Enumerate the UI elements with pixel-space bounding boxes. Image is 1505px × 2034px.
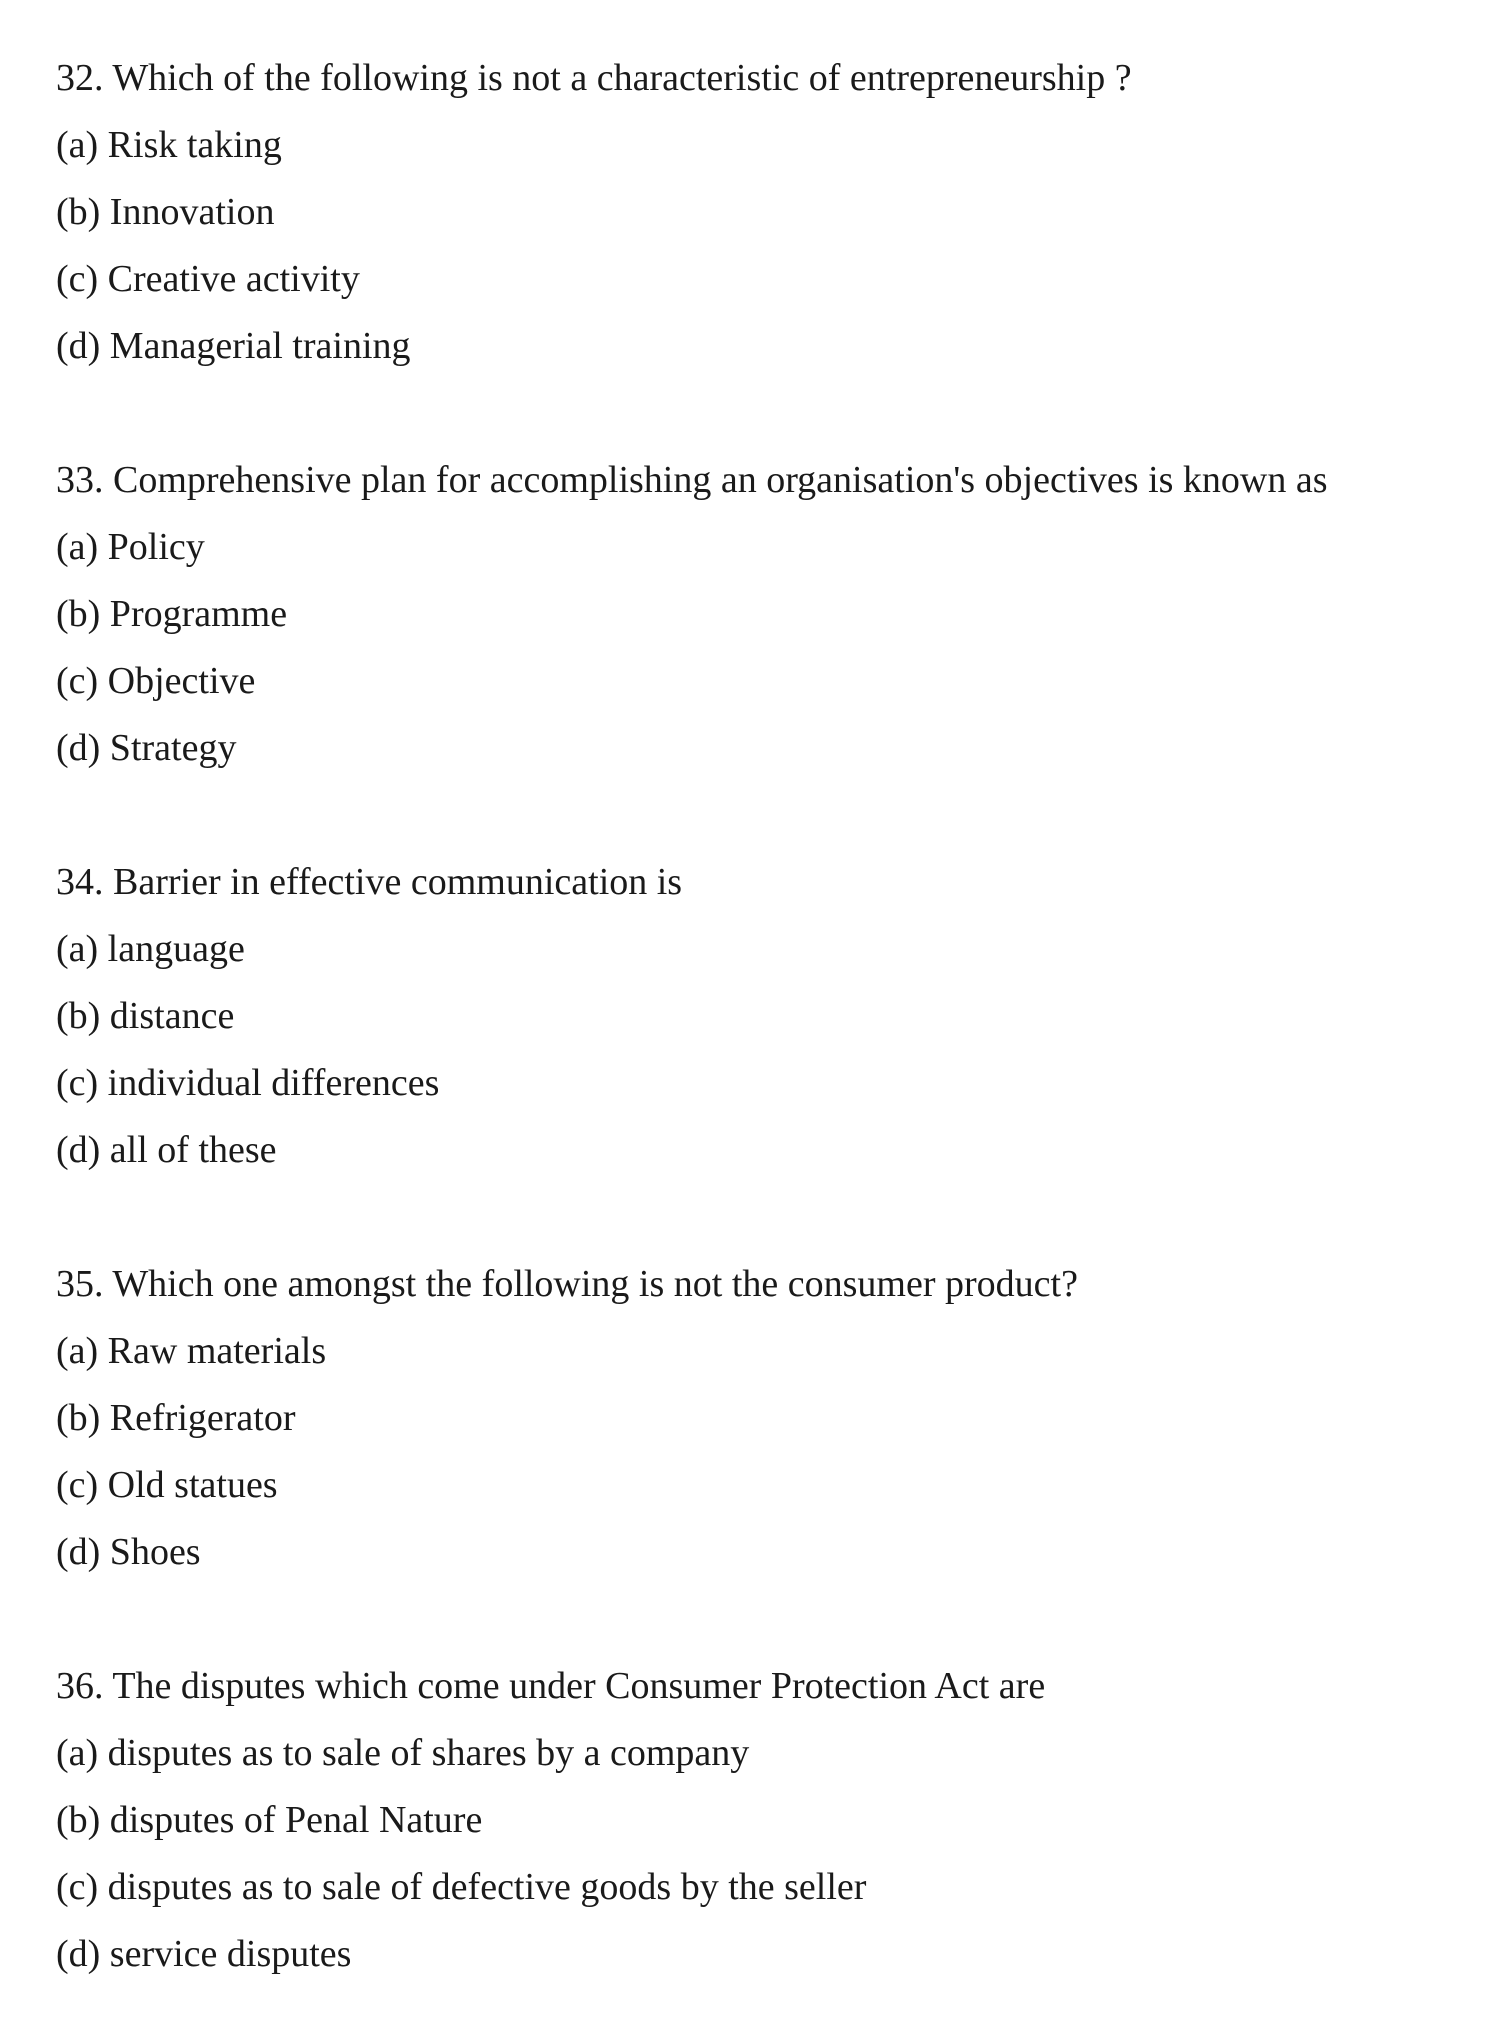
option-d: (d) all of these <box>56 1129 277 1171</box>
option-a: (a) language <box>56 928 245 970</box>
question-36 <box>56 1653 1476 1988</box>
question-text: 33. Comprehensive plan for accomplishing an organisation's objectives is known as <box>56 459 1328 501</box>
option-d: (d) Strategy <box>56 727 237 769</box>
option-d: (d) service disputes <box>56 1933 352 1975</box>
option-d: (d) Shoes <box>56 1531 201 1573</box>
option-c: (c) Creative activity <box>56 258 360 300</box>
option-b: (b) Refrigerator <box>56 1397 296 1439</box>
option-c: (c) individual differences <box>56 1062 440 1104</box>
question-35 <box>56 1251 1476 1586</box>
question-text: 34. Barrier in effective communication is <box>56 861 683 903</box>
option-c: (c) Old statues <box>56 1464 278 1506</box>
question-text: 32. Which of the following is not a characteristic of entrepreneurship ? <box>56 57 1132 99</box>
question-33 <box>56 447 1476 782</box>
question-32 <box>56 45 1476 380</box>
option-a: (a) Policy <box>56 526 205 568</box>
option-b: (b) distance <box>56 995 235 1037</box>
option-b: (b) Innovation <box>56 191 275 233</box>
question-text: 36. The disputes which come under Consumer Protection Act are <box>56 1665 1046 1707</box>
option-c: (c) Objective <box>56 660 256 702</box>
option-a: (a) disputes as to sale of shares by a company <box>56 1732 750 1774</box>
question-34 <box>56 849 1476 1184</box>
option-a: (a) Raw materials <box>56 1330 327 1372</box>
option-c: (c) disputes as to sale of defective goods by the seller <box>56 1866 867 1908</box>
option-b: (b) disputes of Penal Nature <box>56 1799 483 1841</box>
option-d: (d) Managerial training <box>56 325 411 367</box>
option-a: (a) Risk taking <box>56 124 282 166</box>
option-b: (b) Programme <box>56 593 288 635</box>
question-text: 35. Which one amongst the following is not the consumer product? <box>56 1263 1078 1305</box>
